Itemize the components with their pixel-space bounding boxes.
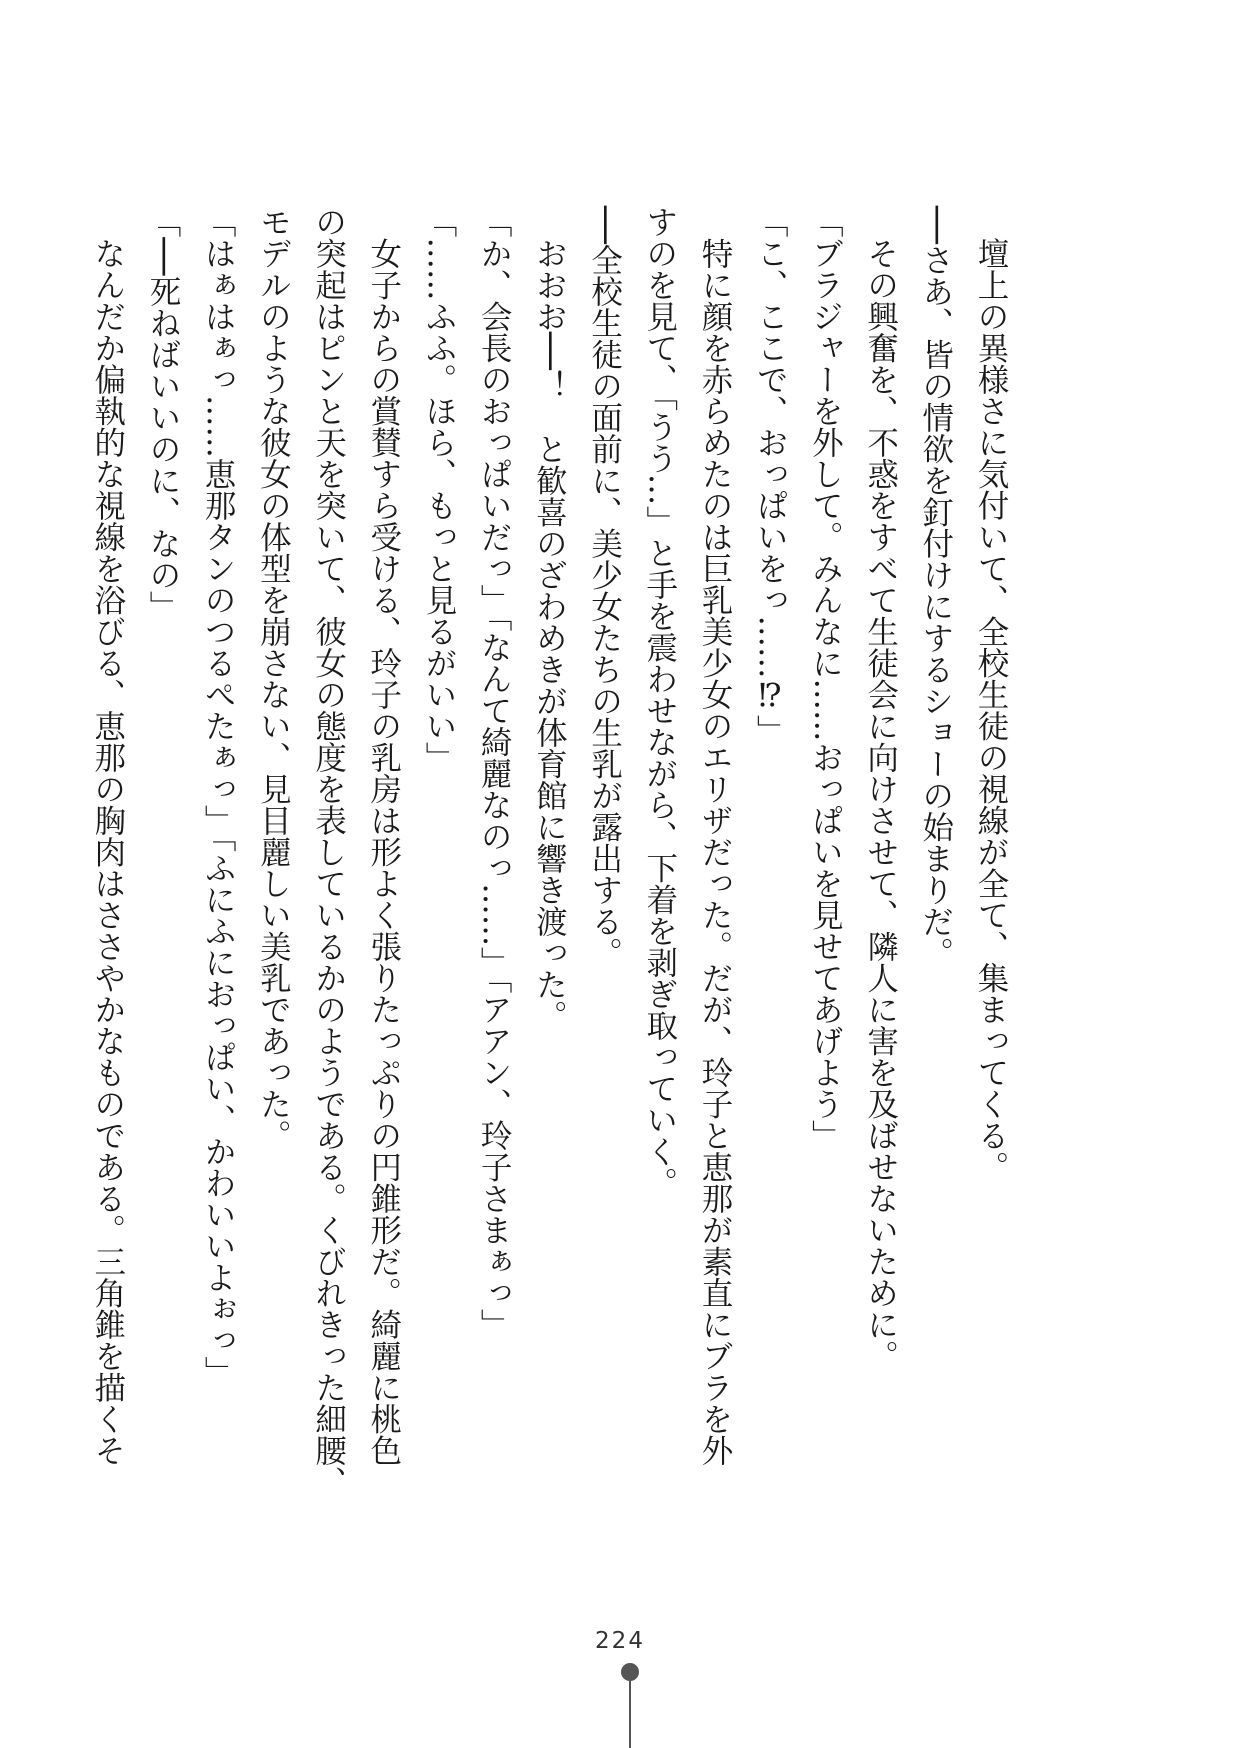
marker-line xyxy=(629,1675,631,1748)
text-line: の突起はピンと天を突いて、彼女の態度を表しているかのようである。くびれきった細腰、 xyxy=(310,206,347,1498)
text-line: ──全校生徒の面前に、美少女たちの生乳が露出する。 xyxy=(586,206,623,969)
text-line: その興奮を、不惑をすべて生徒会に向けさせて、隣人に害を及ばせないために。 xyxy=(862,206,899,1372)
text-line: 「……ふふ。ほら、もっと見るがいい」 xyxy=(420,206,457,773)
page-marker-icon xyxy=(620,1663,640,1748)
text-line: 「こ、ここで、おっぱいをっ……⁉」 xyxy=(752,206,789,746)
page-number: 224 xyxy=(595,1628,645,1654)
vertical-text-body xyxy=(89,206,1018,1606)
text-line: 「──死ねばいいのに、なの」 xyxy=(144,206,181,622)
text-line: ──さあ、皆の情欲を釘付けにするショーの始まりだ。 xyxy=(917,206,954,969)
text-line: なんだか偏執的な視線を浴びる、恵那の胸肉はささやかなものである。三角錐を描くそ xyxy=(89,206,126,1466)
text-line: すのを見て、「うう…」と手を震わせながら、下着を剥ぎ取っていく。 xyxy=(641,206,678,1199)
text-line: 「か、会長のおっぱいだっ」「なんて綺麗なのっ……」「アアン、玲子さまぁっ」 xyxy=(476,206,513,1340)
text-line: モデルのような彼女の体型を崩さない、見目麗しい美乳であった。 xyxy=(255,206,292,1151)
text-line: 壇上の異様さに気付いて、全校生徒の視線が全て、集まってくる。 xyxy=(973,206,1009,1183)
text-line: おおお──！ と歓喜のざわめきが体育館に響き渡った。 xyxy=(531,206,568,1032)
text-line: 特に顔を赤らめたのは巨乳美少女のエリザだった。だが、玲子と恵那が素直にブラを外 xyxy=(696,206,733,1466)
text-line: 「はぁはぁっ……恵那タンのつるぺたぁっ」「ふにふにおっぱい、かわいいよぉっ」 xyxy=(200,206,237,1388)
text-line: 女子からの賞賛すら受ける、玲子の乳房は形よく張りたっぷりの円錐形だ。綺麗に桃色 xyxy=(365,206,402,1466)
text-line: 「ブラジャーを外して。みんなに……おっぱいを見せてあげよう」 xyxy=(807,206,844,1151)
